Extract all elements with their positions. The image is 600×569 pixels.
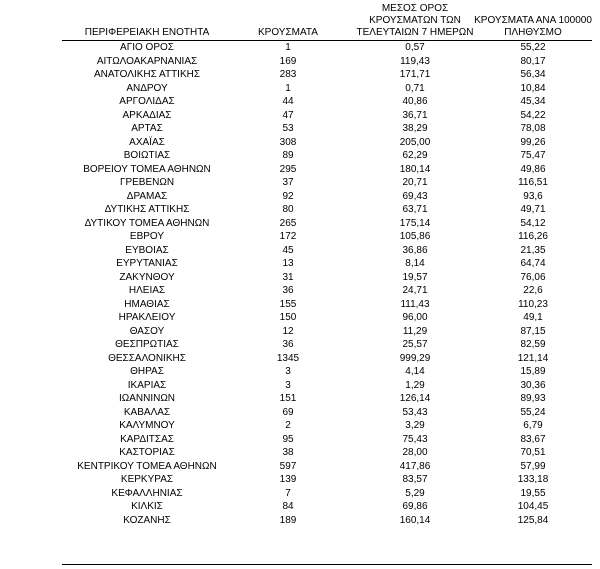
cell-avg-7-days: 11,29 (402, 325, 428, 337)
cell-avg-7-days: 0,57 (405, 42, 425, 53)
cell-region: ΘΕΣΣΑΛΟΝΙΚΗΣ (108, 352, 186, 364)
table-row (62, 311, 592, 325)
table-row (62, 298, 592, 312)
cell-avg-7-days: 175,14 (399, 217, 431, 229)
cell-region: ΙΚΑΡΙΑΣ (127, 379, 167, 391)
cell-avg-7-days: 62,29 (402, 150, 428, 161)
table-row (62, 109, 592, 123)
cell-cases-per-100k: 22,6 (523, 285, 543, 296)
cell-avg-7-days: 40,86 (402, 96, 428, 107)
table-header (62, 0, 592, 41)
table-row (62, 230, 592, 244)
table-row (62, 460, 592, 474)
cell-cases-per-100k: 80,17 (520, 55, 546, 67)
cell-cases: 139 (279, 474, 297, 485)
table-row (62, 406, 592, 420)
cell-avg-7-days: 205,00 (399, 136, 431, 148)
cell-region: ΑΡΓΟΛΙΔΑΣ (119, 96, 175, 107)
cell-avg-7-days: 1,29 (405, 379, 425, 391)
table-row (62, 176, 592, 190)
table-row (62, 163, 592, 177)
cell-region: ΓΡΕΒΕΝΩΝ (119, 177, 175, 188)
cell-cases-per-100k: 64,74 (520, 258, 546, 269)
cell-avg-7-days: 180,14 (399, 163, 431, 175)
cell-avg-7-days: 3,29 (405, 420, 425, 431)
cell-avg-7-days: 126,14 (399, 393, 431, 404)
table-row (62, 55, 592, 69)
cell-cases-per-100k: 49,1 (523, 312, 543, 323)
cell-cases: 3 (285, 366, 291, 377)
table-row (62, 203, 592, 217)
cell-cases: 80 (282, 204, 294, 215)
cell-cases-per-100k: 93,6 (523, 190, 543, 202)
cell-avg-7-days: 171,71 (399, 69, 431, 80)
cell-cases-per-100k: 30,36 (520, 379, 546, 391)
cell-cases: 44 (282, 96, 294, 107)
table-row (62, 500, 592, 514)
table-row (62, 244, 592, 258)
table-row (62, 68, 592, 82)
table-row (62, 41, 592, 55)
cell-region: ΗΡΑΚΛΕΙΟΥ (118, 312, 176, 323)
table-row (62, 379, 592, 393)
table-row (62, 325, 592, 339)
cell-region: ΑΝΔΡΟΥ (126, 82, 168, 94)
cell-cases-per-100k: 57,99 (520, 460, 546, 472)
cell-cases-per-100k: 82,59 (520, 339, 546, 350)
table-row (62, 284, 592, 298)
cell-avg-7-days: 25,57 (402, 339, 428, 350)
cell-cases-per-100k: 99,26 (520, 136, 546, 148)
cell-cases: 12 (282, 325, 294, 337)
cell-region: ΑΡΚΑΔΙΑΣ (122, 109, 172, 121)
table-bottom-rule (62, 564, 592, 565)
cell-cases-per-100k: 76,06 (520, 271, 546, 283)
cell-avg-7-days: 4,14 (405, 366, 425, 377)
table-row (62, 365, 592, 379)
cell-cases: 7 (285, 487, 291, 499)
cell-cases-per-100k: 45,34 (520, 96, 546, 107)
cell-cases: 36 (282, 339, 294, 350)
cell-cases: 172 (279, 231, 297, 242)
cell-region: ΚΑΡΔΙΤΣΑΣ (120, 433, 174, 445)
cell-cases-per-100k: 78,08 (520, 123, 546, 134)
cell-cases-per-100k: 70,51 (520, 447, 546, 458)
table-row (62, 82, 592, 96)
cell-cases-per-100k: 133,18 (517, 474, 549, 485)
cell-avg-7-days: 36,71 (402, 109, 428, 121)
cell-region: ΚΕΡΚΥΡΑΣ (120, 474, 174, 485)
cell-cases-per-100k: 49,71 (520, 204, 546, 215)
table-row (62, 271, 592, 285)
cell-cases: 2 (285, 420, 291, 431)
cell-cases-per-100k: 83,67 (520, 433, 546, 445)
cell-region: ΚΕΦΑΛΛΗΝΙΑΣ (111, 487, 183, 499)
cell-avg-7-days: 19,57 (402, 271, 428, 283)
cell-cases: 38 (282, 447, 294, 458)
cell-region: ΘΑΣΟΥ (129, 325, 165, 337)
cell-cases: 1 (285, 42, 291, 53)
cell-region: ΒΟΡΕΙΟΥ ΤΟΜΕΑ ΑΘΗΝΩΝ (83, 163, 211, 175)
header-line: ΠΛΗΘΥΣΜΟ (504, 27, 562, 38)
header-cases-per-100k (474, 15, 592, 39)
table-row (62, 433, 592, 447)
table-body (62, 41, 592, 527)
header-avg-7-days (340, 3, 490, 39)
cell-avg-7-days: 8,14 (405, 258, 425, 269)
table-row (62, 190, 592, 204)
cell-cases: 597 (279, 460, 297, 472)
cell-avg-7-days: 75,43 (402, 433, 428, 445)
cell-cases-per-100k: 10,84 (520, 82, 546, 94)
table-row (62, 473, 592, 487)
header-line: ΚΡΟΥΣΜΑΤΩΝ ΤΩΝ (369, 15, 461, 26)
cell-cases: 92 (282, 190, 294, 202)
table-row (62, 352, 592, 366)
table-row (62, 257, 592, 271)
cell-avg-7-days: 5,29 (405, 487, 425, 499)
header-line: ΤΕΛΕΥΤΑΙΩΝ 7 ΗΜΕΡΩΝ (356, 27, 474, 38)
cell-avg-7-days: 69,86 (402, 501, 428, 512)
header-line: ΚΡΟΥΣΜΑΤΑ (258, 27, 318, 38)
cell-cases: 155 (279, 298, 297, 310)
cell-region: ΚΑΣΤΟΡΙΑΣ (119, 447, 175, 458)
cell-cases-per-100k: 110,23 (518, 298, 548, 310)
cell-cases: 13 (282, 258, 294, 269)
cell-region: ΔΥΤΙΚΗΣ ΑΤΤΙΚΗΣ (104, 204, 190, 215)
header-line: ΠΕΡΙΦΕΡΕΙΑΚΗ ΕΝΟΤΗΤΑ (84, 27, 210, 38)
cell-region: ΚΟΖΑΝΗΣ (123, 514, 171, 526)
cell-cases: 1 (285, 82, 291, 94)
cell-cases-per-100k: 104,45 (517, 501, 549, 512)
table-row (62, 95, 592, 109)
cell-avg-7-days: 96,00 (402, 312, 428, 323)
header-line: ΚΡΟΥΣΜΑΤΑ ΑΝΑ 100000 (474, 15, 592, 26)
cell-region: ΑΡΤΑΣ (131, 123, 163, 134)
cell-cases-per-100k: 55,24 (520, 406, 546, 418)
cell-cases-per-100k: 125,84 (517, 514, 549, 526)
cell-avg-7-days: 53,43 (402, 406, 428, 418)
cell-avg-7-days: 24,71 (402, 285, 428, 296)
cell-cases: 84 (282, 501, 294, 512)
cell-avg-7-days: 119,43 (400, 55, 430, 67)
cell-region: ΕΒΡΟΥ (129, 231, 165, 242)
cell-cases-per-100k: 56,34 (520, 69, 546, 80)
cell-cases-per-100k: 6,79 (523, 420, 543, 431)
cell-cases-per-100k: 116,51 (518, 177, 548, 188)
cell-cases: 45 (282, 244, 294, 256)
cell-region: ΒΟΙΩΤΙΑΣ (123, 150, 171, 161)
cell-region: ΗΜΑΘΙΑΣ (124, 298, 170, 310)
cell-region: ΑΧΑΪΑΣ (129, 136, 165, 148)
cell-region: ΚΑΒΑΛΑΣ (123, 406, 171, 418)
table-row (62, 392, 592, 406)
table-row (62, 487, 592, 501)
cell-cases-per-100k: 87,15 (520, 325, 546, 337)
table-row (62, 122, 592, 136)
cell-cases: 37 (282, 177, 294, 188)
cell-cases-per-100k: 116,26 (518, 231, 548, 242)
cell-cases-per-100k: 54,12 (520, 217, 546, 229)
cell-avg-7-days: 63,71 (402, 204, 428, 215)
header-line: ΜΕΣΟΣ ΟΡΟΣ (381, 3, 449, 14)
cell-avg-7-days: 20,71 (402, 177, 428, 188)
table-row (62, 136, 592, 150)
cell-region: ΑΙΤΩΛΟΑΚΑΡΝΑΝΙΑΣ (96, 55, 198, 67)
table-row (62, 338, 592, 352)
cell-avg-7-days: 160,14 (399, 514, 431, 526)
cell-cases-per-100k: 15,89 (520, 366, 546, 377)
table-row (62, 149, 592, 163)
cell-region: ΖΑΚΥΝΘΟΥ (119, 271, 175, 283)
table-row (62, 446, 592, 460)
cell-avg-7-days: 69,43 (402, 190, 428, 202)
cell-region: ΚΑΛΥΜΝΟΥ (119, 420, 175, 431)
cell-region: ΚΕΝΤΡΙΚΟΥ ΤΟΜΕΑ ΑΘΗΝΩΝ (77, 460, 217, 472)
cell-cases: 308 (279, 136, 297, 148)
cell-cases-per-100k: 21,35 (520, 244, 546, 256)
cell-region: ΚΙΛΚΙΣ (131, 501, 163, 512)
cell-avg-7-days: 105,86 (399, 231, 431, 242)
header-region (62, 27, 232, 39)
cell-region: ΑΓΙΟ ΟΡΟΣ (120, 42, 174, 53)
cell-avg-7-days: 0,71 (405, 82, 425, 94)
cell-region: ΕΥΒΟΙΑΣ (125, 244, 169, 256)
cell-avg-7-days: 999,29 (399, 352, 431, 364)
cell-cases-per-100k: 55,22 (520, 42, 546, 53)
cell-cases-per-100k: 89,93 (520, 393, 546, 404)
cell-region: ΔΡΑΜΑΣ (126, 190, 168, 202)
cell-cases: 295 (279, 163, 297, 175)
header-cases (250, 27, 326, 39)
table-row (62, 514, 592, 528)
cell-avg-7-days: 111,43 (400, 298, 430, 310)
cell-cases: 3 (285, 379, 291, 391)
cell-cases: 1345 (276, 352, 300, 364)
cell-avg-7-days: 36,86 (402, 244, 428, 256)
table-row (62, 217, 592, 231)
cell-cases-per-100k: 49,86 (520, 163, 546, 175)
cell-cases: 69 (282, 406, 294, 418)
cell-cases-per-100k: 75,47 (520, 150, 546, 161)
cell-cases: 189 (279, 514, 297, 526)
cell-cases: 95 (282, 433, 294, 445)
cell-region: ΑΝΑΤΟΛΙΚΗΣ ΑΤΤΙΚΗΣ (93, 69, 201, 80)
cell-avg-7-days: 28,00 (402, 447, 428, 458)
cell-region: ΘΕΣΠΡΩΤΙΑΣ (115, 339, 179, 350)
cell-cases: 169 (279, 55, 297, 67)
cell-region: ΗΛΕΙΑΣ (128, 285, 166, 296)
cell-cases: 31 (282, 271, 294, 283)
cell-region: ΔΥΤΙΚΟΥ ΤΟΜΕΑ ΑΘΗΝΩΝ (84, 217, 210, 229)
cell-region: ΘΗΡΑΣ (130, 366, 164, 377)
cell-cases-per-100k: 54,22 (520, 109, 546, 121)
cell-cases-per-100k: 121,14 (517, 352, 549, 364)
cell-cases: 89 (282, 150, 294, 161)
cell-cases-per-100k: 19,55 (520, 487, 546, 499)
cell-cases: 265 (279, 217, 297, 229)
cell-region: ΕΥΡΥΤΑΝΙΑΣ (116, 258, 178, 269)
cell-avg-7-days: 38,29 (402, 123, 428, 134)
cell-cases: 36 (282, 285, 294, 296)
cell-avg-7-days: 83,57 (402, 474, 428, 485)
covid-cases-table (62, 0, 592, 527)
cell-cases: 47 (282, 109, 294, 121)
cell-avg-7-days: 417,86 (399, 460, 431, 472)
cell-cases: 53 (282, 123, 294, 134)
cell-region: ΙΩΑΝΝΙΝΩΝ (118, 393, 176, 404)
cell-cases: 151 (279, 393, 297, 404)
cell-cases: 283 (279, 69, 297, 80)
table-row (62, 419, 592, 433)
cell-cases: 150 (279, 312, 297, 323)
